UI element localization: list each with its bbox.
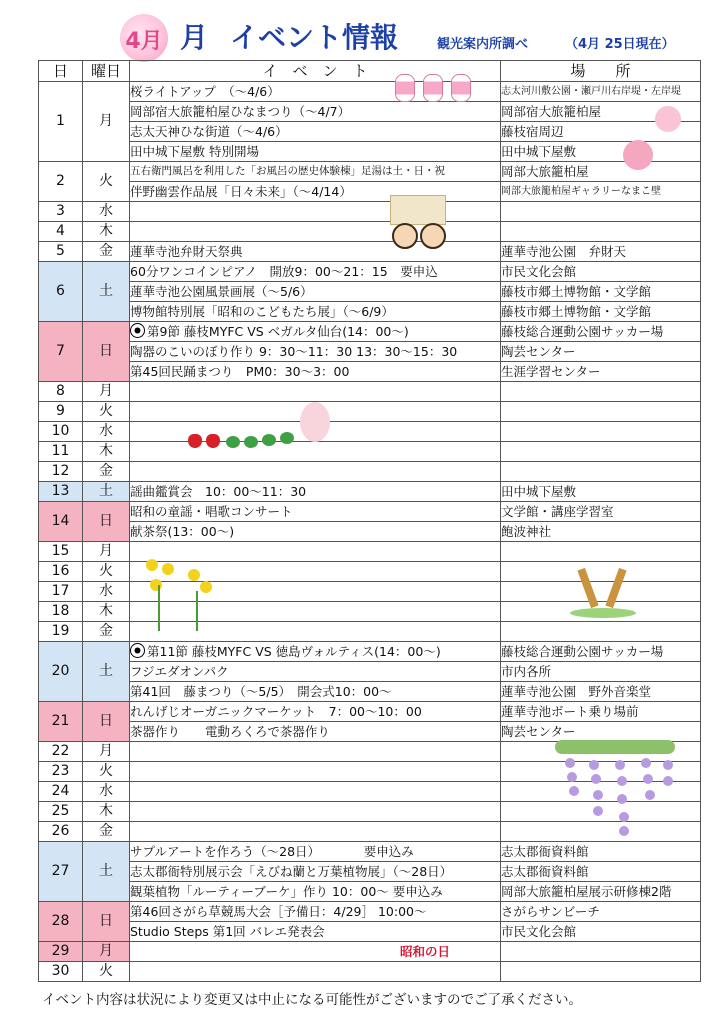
soccer-ball-icon — [130, 323, 145, 338]
place-cell: 市内各所 — [501, 662, 701, 682]
weekday: 木 — [83, 222, 130, 242]
weekday: 日 — [83, 322, 130, 382]
day-number: 29 — [39, 942, 83, 962]
event-cell — [130, 922, 501, 942]
weekday: 土 — [83, 262, 130, 322]
place-cell — [501, 622, 701, 642]
day-number: 17 — [39, 582, 83, 602]
place-cell: 生涯学習センター — [501, 362, 701, 382]
table-row — [39, 142, 701, 162]
weekday: 火 — [83, 962, 130, 982]
event-cell — [130, 682, 501, 702]
event-name: 謡曲鑑賞会 10：00～11：30 — [130, 484, 307, 499]
day-number: 27 — [39, 842, 83, 902]
cherry-blossom-decoration — [615, 100, 685, 180]
place-cell: 文学館・講座学習室 — [501, 502, 701, 522]
table-row — [39, 842, 701, 862]
place-cell — [501, 222, 701, 242]
day-number: 18 — [39, 602, 83, 622]
weekday: 土 — [83, 842, 130, 902]
source-note: 観光案内所調べ — [437, 37, 529, 52]
table-row — [39, 202, 701, 222]
event-name: 第45回民踊まつり PM0：30～3：00 — [130, 364, 350, 379]
event-cell — [130, 762, 501, 782]
table-header-row — [39, 61, 701, 82]
weekday: 金 — [83, 622, 130, 642]
event-cell — [130, 122, 501, 142]
table-row — [39, 942, 701, 962]
table-row — [39, 382, 701, 402]
event-cell — [130, 142, 501, 162]
as-of-date: （4月 25日現在） — [565, 37, 675, 52]
event-name: 観葉植物「ルーティーブーケ」作り 10：00～ 要申込み — [130, 884, 443, 899]
weekday: 日 — [83, 702, 130, 742]
weekday: 金 — [83, 462, 130, 482]
weekday: 月 — [83, 82, 130, 162]
event-cell — [130, 782, 501, 802]
day-number: 20 — [39, 642, 83, 702]
place-cell: 藤枝総合運動公園サッカー場 — [501, 322, 701, 342]
place-cell — [501, 382, 701, 402]
weekday: 日 — [83, 902, 130, 942]
place-cell: 岡部大旅籠柏屋 — [501, 162, 701, 182]
event-cell — [130, 362, 501, 382]
event-cell — [130, 282, 501, 302]
day-number: 4 — [39, 222, 83, 242]
event-cell — [130, 302, 501, 322]
place-cell: 藤枝市郷土博物館・文学館 — [501, 282, 701, 302]
weekday: 木 — [83, 602, 130, 622]
event-name: 60分ワンコインピアノ 開放9：00～21：15 要申込 — [130, 264, 438, 279]
day-number: 13 — [39, 482, 83, 502]
event-name: Studio Steps 第1回 バレエ発表会 — [130, 924, 325, 939]
footer-note: イベント内容は状況により変更又は中止になる可能性がございますのでご了承ください。 — [42, 992, 582, 1008]
table-row — [39, 642, 701, 662]
event-name: 蓮華寺池公園風景画展（～5/6） — [130, 284, 313, 299]
weekday: 月 — [83, 942, 130, 962]
day-number: 19 — [39, 622, 83, 642]
day-number: 7 — [39, 322, 83, 382]
place-cell: 志太河川敷公園・瀬戸川右岸堤・左岸堤 — [501, 82, 701, 102]
table-row — [39, 702, 701, 722]
event-cell — [130, 802, 501, 822]
table-row — [39, 682, 701, 702]
weekday: 金 — [83, 822, 130, 842]
event-name: 志太郡衙特別展示会「えびね蘭と万葉植物展」（～28日） — [130, 864, 453, 879]
place-cell — [501, 442, 701, 462]
place-cell: 市民文化会館 — [501, 262, 701, 282]
place-cell: 蓮華寺池公園 弁財天 — [501, 242, 701, 262]
table-row — [39, 502, 701, 522]
weekday: 土 — [83, 482, 130, 502]
day-number: 24 — [39, 782, 83, 802]
day-number: 10 — [39, 422, 83, 442]
table-row — [39, 482, 701, 502]
horse-race-decoration — [570, 560, 640, 620]
day-number: 28 — [39, 902, 83, 942]
month-badge-label: 4月 — [125, 29, 163, 54]
event-name: 桜ライトアップ （～4/6） — [130, 84, 280, 99]
place-cell — [501, 202, 701, 222]
table-row — [39, 322, 701, 342]
event-cell — [130, 942, 501, 962]
header-event: イ ベ ン ト — [130, 61, 501, 82]
event-cell — [130, 822, 501, 842]
wisteria-decoration — [555, 740, 680, 840]
event-cell — [130, 262, 501, 282]
day-number: 25 — [39, 802, 83, 822]
table-row — [39, 462, 701, 482]
weekday: 火 — [83, 402, 130, 422]
day-number: 8 — [39, 382, 83, 402]
title-month: 月 — [180, 21, 209, 54]
table-row — [39, 402, 701, 422]
lantern-decoration — [395, 70, 475, 110]
day-number: 1 — [39, 82, 83, 162]
event-name: 第11節 藤枝MYFC VS 徳島ヴォルティス(14：00～) — [147, 644, 441, 659]
event-name: 伴野幽雲作品展「日々未来」（～4/14） — [130, 184, 352, 199]
event-name: れんげじオーガニックマーケット 7：00～10：00 — [130, 704, 422, 719]
table-row — [39, 122, 701, 142]
event-cell — [130, 662, 501, 682]
holiday-label: 昭和の日 — [400, 944, 451, 959]
event-name: 陶器のこいのぼり作り 9：30～11：30 13：30～15：30 — [130, 344, 458, 359]
table-row — [39, 422, 701, 442]
day-number: 11 — [39, 442, 83, 462]
event-name: フジエダオンパク — [130, 664, 229, 679]
event-name: 第9節 藤枝MYFC VS ベガルタ仙台(14：00～) — [147, 324, 409, 339]
header-day: 日 — [39, 61, 83, 82]
table-row — [39, 342, 701, 362]
event-cell — [130, 642, 501, 662]
weekday: 水 — [83, 782, 130, 802]
place-cell: 蓮華寺池ボート乗り場前 — [501, 702, 701, 722]
weekday: 日 — [83, 502, 130, 542]
table-row — [39, 182, 701, 202]
strawberry-caterpillar-decoration — [188, 398, 348, 460]
month-badge — [120, 14, 168, 62]
event-cell — [130, 722, 501, 742]
weekday: 木 — [83, 802, 130, 822]
place-cell: 藤枝市郷土博物館・文学館 — [501, 302, 701, 322]
table-row — [39, 882, 701, 902]
event-name: 第41回 藤まつり（～5/5） 開会式10：00～ — [130, 684, 392, 699]
event-cell — [130, 162, 501, 182]
weekday: 木 — [83, 442, 130, 462]
school-children-decoration — [372, 195, 462, 255]
table-row — [39, 362, 701, 382]
table-row — [39, 242, 701, 262]
place-cell: 飽波神社 — [501, 522, 701, 542]
table-row — [39, 622, 701, 642]
event-name: 昭和の童謡・唱歌コンサート — [130, 504, 293, 519]
weekday: 水 — [83, 202, 130, 222]
place-cell: 市民文化会館 — [501, 922, 701, 942]
day-number: 15 — [39, 542, 83, 562]
table-row — [39, 542, 701, 562]
place-cell: 志太郡衙資料館 — [501, 842, 701, 862]
table-row — [39, 262, 701, 282]
page-title: イベント情報 — [230, 21, 399, 54]
day-number: 26 — [39, 822, 83, 842]
table-row — [39, 442, 701, 462]
place-cell: 田中城下屋敷 — [501, 482, 701, 502]
event-name: 献茶祭(13：00～) — [130, 524, 235, 539]
place-cell — [501, 542, 701, 562]
day-number: 5 — [39, 242, 83, 262]
weekday: 火 — [83, 162, 130, 202]
header-weekday: 曜日 — [83, 61, 130, 82]
table-row — [39, 962, 701, 982]
place-cell: さがらサンビーチ — [501, 902, 701, 922]
table-row — [39, 102, 701, 122]
day-number: 23 — [39, 762, 83, 782]
event-cell — [130, 842, 501, 862]
place-cell — [501, 402, 701, 422]
weekday: 火 — [83, 762, 130, 782]
weekday: 土 — [83, 642, 130, 702]
day-number: 30 — [39, 962, 83, 982]
event-name: 五右衛門風呂を利用した「お風呂の歴史体験棟」足湯は土・日・祝 — [130, 165, 445, 177]
event-name: 岡部宿大旅籠柏屋ひなまつり（～4/7） — [130, 104, 351, 119]
table-row — [39, 902, 701, 922]
event-cell — [130, 462, 501, 482]
rapeseed-flower-decoration — [140, 555, 220, 635]
table-row — [39, 282, 701, 302]
event-name: 田中城下屋敷 特別開場 — [130, 144, 259, 159]
table-row — [39, 862, 701, 882]
event-cell — [130, 962, 501, 982]
weekday: 火 — [83, 562, 130, 582]
table-row — [39, 662, 701, 682]
day-number: 3 — [39, 202, 83, 222]
event-cell — [130, 322, 501, 342]
place-cell: 陶芸センター — [501, 722, 701, 742]
soccer-ball-icon — [130, 643, 145, 658]
event-cell — [130, 862, 501, 882]
weekday: 水 — [83, 422, 130, 442]
place-cell: 藤枝総合運動公園サッカー場 — [501, 642, 701, 662]
day-number: 22 — [39, 742, 83, 762]
weekday: 金 — [83, 242, 130, 262]
day-number: 12 — [39, 462, 83, 482]
event-name: 茶器作り 電動ろくろで茶器作り — [130, 724, 330, 739]
event-cell — [130, 742, 501, 762]
place-cell: 志太郡衙資料館 — [501, 862, 701, 882]
day-number: 6 — [39, 262, 83, 322]
event-cell — [130, 342, 501, 362]
event-cell — [130, 882, 501, 902]
place-cell: 藤枝宿周辺 — [501, 122, 701, 142]
table-row — [39, 302, 701, 322]
place-cell — [501, 462, 701, 482]
day-number: 16 — [39, 562, 83, 582]
event-cell — [130, 522, 501, 542]
place-cell — [501, 962, 701, 982]
event-cell — [130, 502, 501, 522]
place-cell: 田中城下屋敷 — [501, 142, 701, 162]
header-place: 場 所 — [501, 61, 701, 82]
event-cell — [130, 702, 501, 722]
place-cell: 陶芸センター — [501, 342, 701, 362]
weekday: 月 — [83, 742, 130, 762]
day-number: 14 — [39, 502, 83, 542]
table-row — [39, 82, 701, 102]
place-cell: 岡部宿大旅籠柏屋 — [501, 102, 701, 122]
place-cell: 蓮華寺池公園 野外音楽堂 — [501, 682, 701, 702]
event-cell — [130, 902, 501, 922]
event-name: 蓮華寺池弁財天祭典 — [130, 244, 243, 259]
table-row — [39, 722, 701, 742]
page-header — [0, 0, 724, 62]
weekday: 月 — [83, 382, 130, 402]
place-cell: 岡部大旅籠柏屋ギャラリーなまこ壁 — [501, 182, 701, 202]
table-row — [39, 162, 701, 182]
event-cell — [130, 482, 501, 502]
place-cell — [501, 422, 701, 442]
day-number: 2 — [39, 162, 83, 202]
event-name: 志太天神ひな街道（～4/6） — [130, 124, 288, 139]
day-number: 21 — [39, 702, 83, 742]
table-row — [39, 222, 701, 242]
event-name: サプルアートを作ろう（～28日） 要申込み — [130, 844, 414, 859]
weekday: 月 — [83, 542, 130, 562]
event-name: 博物館特別展「昭和のこどもたち展」（～6/9） — [130, 304, 394, 319]
place-cell: 岡部大旅籠柏屋展示研修棟2階 — [501, 882, 701, 902]
weekday: 水 — [83, 582, 130, 602]
day-number: 9 — [39, 402, 83, 422]
event-name: 第46回さがら草競馬大会［予備日：4/29］ 10:00～ — [130, 904, 427, 919]
table-row — [39, 922, 701, 942]
event-calendar-table — [38, 60, 701, 982]
place-cell — [501, 942, 701, 962]
table-row — [39, 522, 701, 542]
